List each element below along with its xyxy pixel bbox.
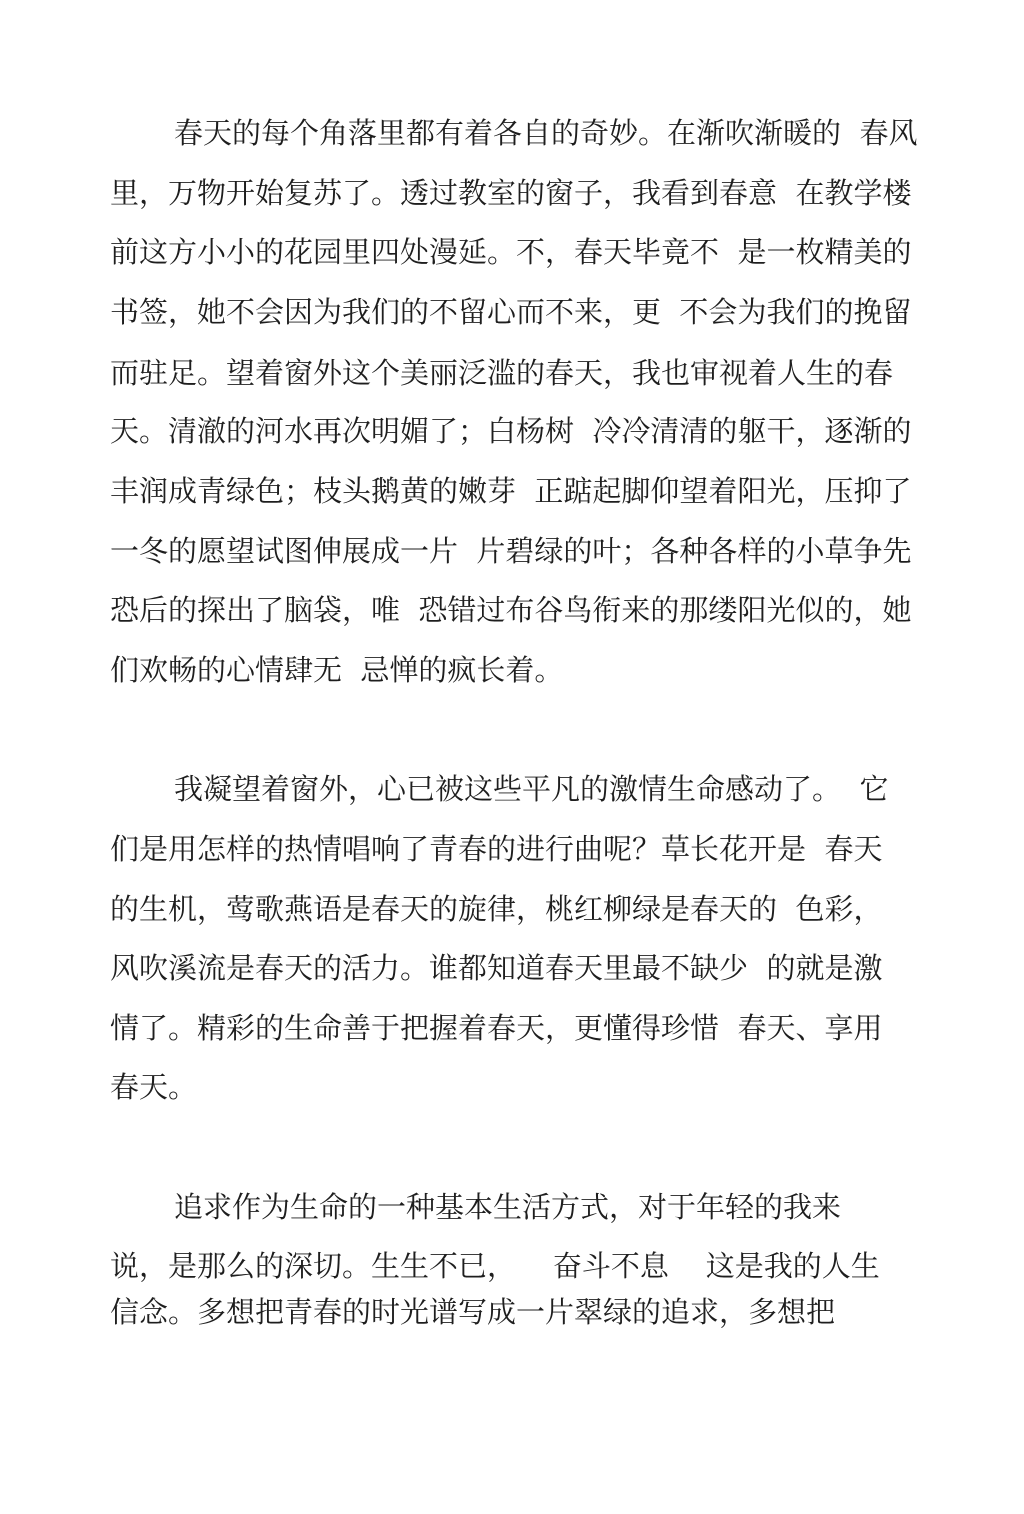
text-line: 情了。精彩的生命善于把握着春天，更懂得珍惜 春天、享用 [110,1011,883,1045]
text-line: 而驻足。望着窗外这个美丽泛滥的春天，我也审视着人生的春 [110,356,894,390]
text-line: 一冬的愿望试图伸展成一片 片碧绿的叶；各种各样的小草争先 [110,534,912,568]
text-line: 前这方小小的花园里四处漫延。不，春天毕竟不 是一枚精美的 [110,235,912,269]
text-line: 们是用怎样的热情唱响了青春的进行曲呢？草长花开是 春天 [110,832,883,866]
text-line: 我凝望着窗外，心已被这些平凡的激情生命感动了。 它 [174,772,889,806]
text-line: 书签，她不会因为我们的不留心而不来，更 不会为我们的挽留 [110,295,912,329]
text-line: 的生机，莺歌燕语是春天的旋律，桃红柳绿是春天的 色彩， [110,892,883,926]
text-line: 信念。多想把青春的时光谱写成一片翠绿的追求，多想把 [110,1295,836,1329]
text-line: 里，万物开始复苏了。透过教室的窗子，我看到春意 在教学楼 [110,176,912,210]
text-line: 恐后的探出了脑袋，唯 恐错过布谷鸟衔来的那缕阳光似的，她 [110,593,912,627]
text-line: 风吹溪流是春天的活力。谁都知道春天里最不缺少 的就是激 [110,951,883,985]
text-line: 说，是那么的深切。生生不已， 奋斗不息 这是我的人生 [110,1249,880,1283]
text-line: 春天的每个角落里都有着各自的奇妙。在渐吹渐暖的 春风 [174,116,918,150]
text-line: 天。清澈的河水再次明媚了；白杨树 冷冷清清的躯干，逐渐的 [110,414,912,448]
text-line: 丰润成青绿色；枝头鹅黄的嫩芽 正踮起脚仰望着阳光，压抑了 [110,474,912,508]
text-line: 追求作为生命的一种基本生活方式，对于年轻的我来 [174,1190,842,1224]
text-line: 春天。 [110,1070,198,1104]
text-line: 们欢畅的心情肆无 忌惮的疯长着。 [110,653,564,687]
